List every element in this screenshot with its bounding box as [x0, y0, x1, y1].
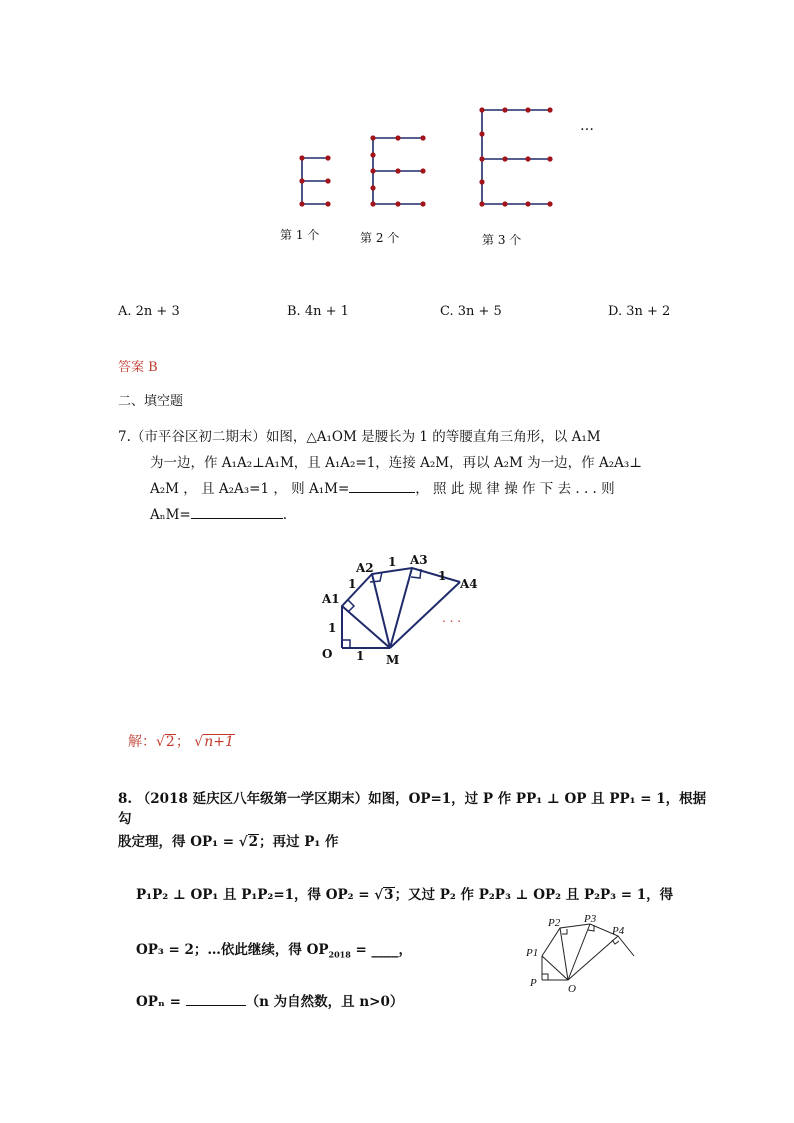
- option-a: A. 2n + 3: [118, 304, 180, 319]
- label-side-a1a2: 1: [348, 577, 357, 591]
- figure-7-triangles: [312, 550, 492, 675]
- blank-opn: [186, 993, 246, 1006]
- pattern-ellipsis: …: [580, 118, 594, 134]
- label-side-oa1: 1: [328, 621, 337, 635]
- problem-8-line-2: 股定理，得 OP₁ = √2；再过 P₁ 作: [118, 834, 339, 850]
- problem-7-line-4: AₙM= .: [150, 507, 288, 523]
- figure-8-spiral: [522, 910, 642, 996]
- label-o: O: [322, 647, 333, 661]
- label-a4: A4: [460, 577, 478, 591]
- solution-7: 解：√2； √n+1: [128, 734, 234, 750]
- problem-8-line-4: OP₃ = 2；…依此继续，得 $OP_{2018}$ = ____，: [136, 942, 413, 960]
- pattern-label-3: 第 3 个: [482, 233, 522, 247]
- pattern-3: [479, 107, 552, 206]
- label-a1: A1: [322, 592, 340, 606]
- label-p4: P4: [612, 925, 625, 937]
- pattern-2: [370, 135, 425, 206]
- figure-7-ellipsis: . . .: [442, 611, 462, 625]
- pattern-label-1: 第 1 个: [280, 228, 320, 242]
- label-side-om: 1: [356, 649, 365, 663]
- problem-7-line-1: 7.（市平谷区初二期末）如图，△A₁OM 是腰长为 1 的等腰直角三角形，以 A₁M: [118, 429, 601, 445]
- answer-text: 答案 B: [118, 360, 158, 375]
- section-title: 二、填空题: [118, 394, 184, 409]
- label-a3: A3: [410, 553, 428, 567]
- problem-7-line-3: A₂M ， 且 A₂A₃=1 ， 则 A₁M= ， 照 此 规 律 操 作 下 去 . . . 则: [150, 481, 615, 497]
- label-o8: O: [568, 983, 576, 995]
- label-p2: P2: [548, 917, 561, 929]
- option-c: C. 3n + 5: [440, 304, 502, 319]
- pattern-label-2: 第 2 个: [360, 231, 400, 245]
- blank-a1m: [349, 480, 415, 493]
- problem-7: [118, 424, 698, 528]
- problem-8-line-5: OPₙ = （n 为自然数，且 n>0）: [136, 994, 404, 1010]
- option-b: B. 4n + 1: [287, 304, 349, 319]
- label-m: M: [386, 653, 400, 667]
- label-a2: A2: [356, 561, 374, 575]
- label-p1: P1: [526, 947, 539, 959]
- label-p3: P3: [584, 913, 597, 925]
- pattern-1: [299, 155, 330, 206]
- matchstick-pattern-figure: [280, 100, 620, 220]
- label-side-a2a3: 1: [388, 555, 397, 569]
- problem-7-line-2: 为一边，作 A₁A₂⊥A₁M，且 A₁A₂=1，连接 A₂M，再以 A₂M 为一边，作 A₂A₃⊥: [150, 455, 642, 471]
- problem-8-line-1: 8. （2018 延庆区八年级第一学区期末）如图，OP=1，过 P 作 PP₁ ⊥ OP 且 PP₁ = 1，根据勾: [118, 791, 707, 827]
- label-p: P: [530, 977, 537, 989]
- option-d: D. 3n + 2: [608, 304, 671, 319]
- label-side-a3a4: 1: [438, 569, 447, 583]
- problem-8-line-3: P₁P₂ ⊥ OP₁ 且 P₁P₂=1，得 OP₂ = √3；又过 P₂ 作 P₂P₃ ⊥ OP₂ 且 P₂P₃ = 1，得: [136, 887, 674, 903]
- blank-anm: [191, 506, 283, 519]
